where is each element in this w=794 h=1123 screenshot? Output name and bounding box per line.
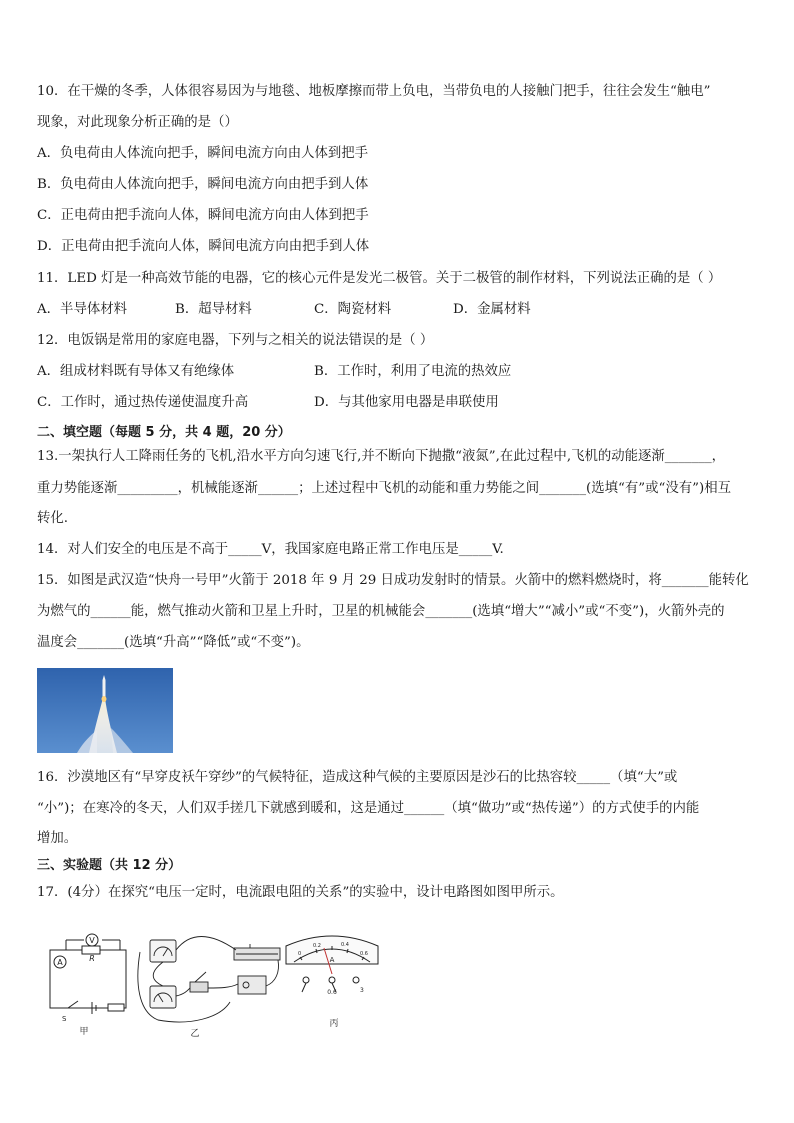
ammeter-label: A bbox=[57, 958, 63, 967]
resistor-label: R bbox=[89, 954, 95, 963]
dial-tick-06: 0.6 bbox=[360, 951, 368, 957]
q11-option-b: B．超导材料 bbox=[175, 302, 252, 317]
switch-label: S bbox=[62, 1015, 67, 1023]
circuit-diagram-jia bbox=[50, 940, 126, 1014]
dial-tick-04: 0.4 bbox=[341, 942, 349, 948]
dial-unit-label: A bbox=[329, 956, 335, 964]
q16-line3: 增加。 bbox=[37, 831, 78, 846]
section-experiment-heading: 三、实验题（共 12 分） bbox=[37, 858, 182, 873]
q11-option-c: C．陶瓷材料 bbox=[314, 302, 392, 317]
q10-option-d: D．正电荷由把手流向人体，瞬间电流方向由把手到人体 bbox=[37, 239, 370, 254]
q12-option-d: D．与其他家用电器是串联使用 bbox=[314, 395, 499, 410]
q15-line2: 为燃气的______能，燃气推动火箭和卫星上升时，卫星的机械能会_______(选填“增大”“减小”或“不变”)，火箭外壳的 bbox=[37, 604, 725, 619]
figure-label-yi: 乙 bbox=[190, 1029, 200, 1039]
q15-line3: 温度会_______(选填“升高”“降低”或“不变”)。 bbox=[37, 635, 310, 650]
voltmeter-label: V bbox=[89, 936, 95, 945]
q10-option-a: A．负电荷由人体流向把手，瞬间电流方向由人体到把手 bbox=[37, 146, 369, 161]
q13-line3: 转化. bbox=[37, 511, 69, 526]
terminal-label-3: 3 bbox=[360, 987, 364, 994]
q10-option-b: B．负电荷由人体流向把手，瞬间电流方向由把手到人体 bbox=[37, 177, 369, 192]
q10-option-c: C．正电荷由把手流向人体，瞬间电流方向由人体到把手 bbox=[37, 208, 369, 223]
dial-tick-0: 0 bbox=[298, 951, 302, 957]
section-fill-in-heading: 二、填空题（每题 5 分，共 4 题，20 分） bbox=[37, 425, 291, 440]
q13-line1: 13.一架执行人工降雨任务的飞机,沿水平方向匀速飞行,并不断向下抛撒“液氮”,在此过程中,飞机的动能逐渐_______， bbox=[37, 449, 726, 464]
dial-tick-02: 0.2 bbox=[313, 943, 321, 949]
circuit-photo-yi bbox=[138, 937, 280, 1022]
q11-stem: 11．LED 灯是一种高效节能的电器，它的核心元件是发光二极管。关于二极管的制作材料，下列说法正确的是（ ） bbox=[37, 271, 722, 286]
q11-option-a: A．半导体材料 bbox=[37, 302, 128, 317]
q16-line1: 16．沙漠地区有“早穿皮袄午穿纱”的气候特征，造成这种气候的主要原因是沙石的比热容较_____（填“大”或 bbox=[37, 770, 678, 785]
figure-label-jia: 甲 bbox=[79, 1027, 89, 1037]
rocket-launch-photo bbox=[37, 668, 173, 753]
q12-option-b: B．工作时，利用了电流的热效应 bbox=[314, 364, 512, 379]
terminal-label-06: 0.6 bbox=[327, 989, 337, 996]
q15-line1: 15．如图是武汉造“快舟一号甲”火箭于 2018 年 9 月 29 日成功发射时的情景。火箭中的燃料燃烧时，将_______能转化 bbox=[37, 573, 749, 588]
q12-option-a: A．组成材料既有导体又有绝缘体 bbox=[37, 364, 235, 379]
q11-option-d: D．金属材料 bbox=[453, 302, 531, 317]
q12-stem: 12．电饭锅是常用的家庭电器，下列与之相关的说法错误的是（ ） bbox=[37, 333, 434, 348]
circuit-figure bbox=[40, 922, 380, 1040]
q13-line2: 重力势能逐渐_________，机械能逐渐______；上述过程中飞机的动能和重力势能之间_______(选填“有”或“没有”)相互 bbox=[37, 481, 731, 496]
q12-option-c: C．工作时，通过热传递使温度升高 bbox=[37, 395, 249, 410]
q16-line2: “小”)；在寒冷的冬天，人们双手搓几下就感到暖和，这是通过______（填“做功”或“热传递”）的方式使手的内能 bbox=[37, 801, 700, 816]
q17-stem: 17．(4分）在探究“电压一定时，电流跟电阻的关系”的实验中，设计电路图如图甲所示。 bbox=[37, 885, 564, 900]
ammeter-dial-bing bbox=[286, 936, 378, 992]
q10-stem-line1: 10．在干燥的冬季，人体很容易因为与地毯、地板摩擦而带上负电，当带负电的人接触门把手，往往会发生“触电” bbox=[37, 84, 711, 99]
q14: 14．对人们安全的电压是不高于_____V，我国家庭电路正常工作电压是_____V. bbox=[37, 542, 504, 557]
figure-label-bing: 丙 bbox=[329, 1019, 339, 1029]
q10-stem-line2: 现象，对此现象分析正确的是（） bbox=[37, 115, 238, 130]
